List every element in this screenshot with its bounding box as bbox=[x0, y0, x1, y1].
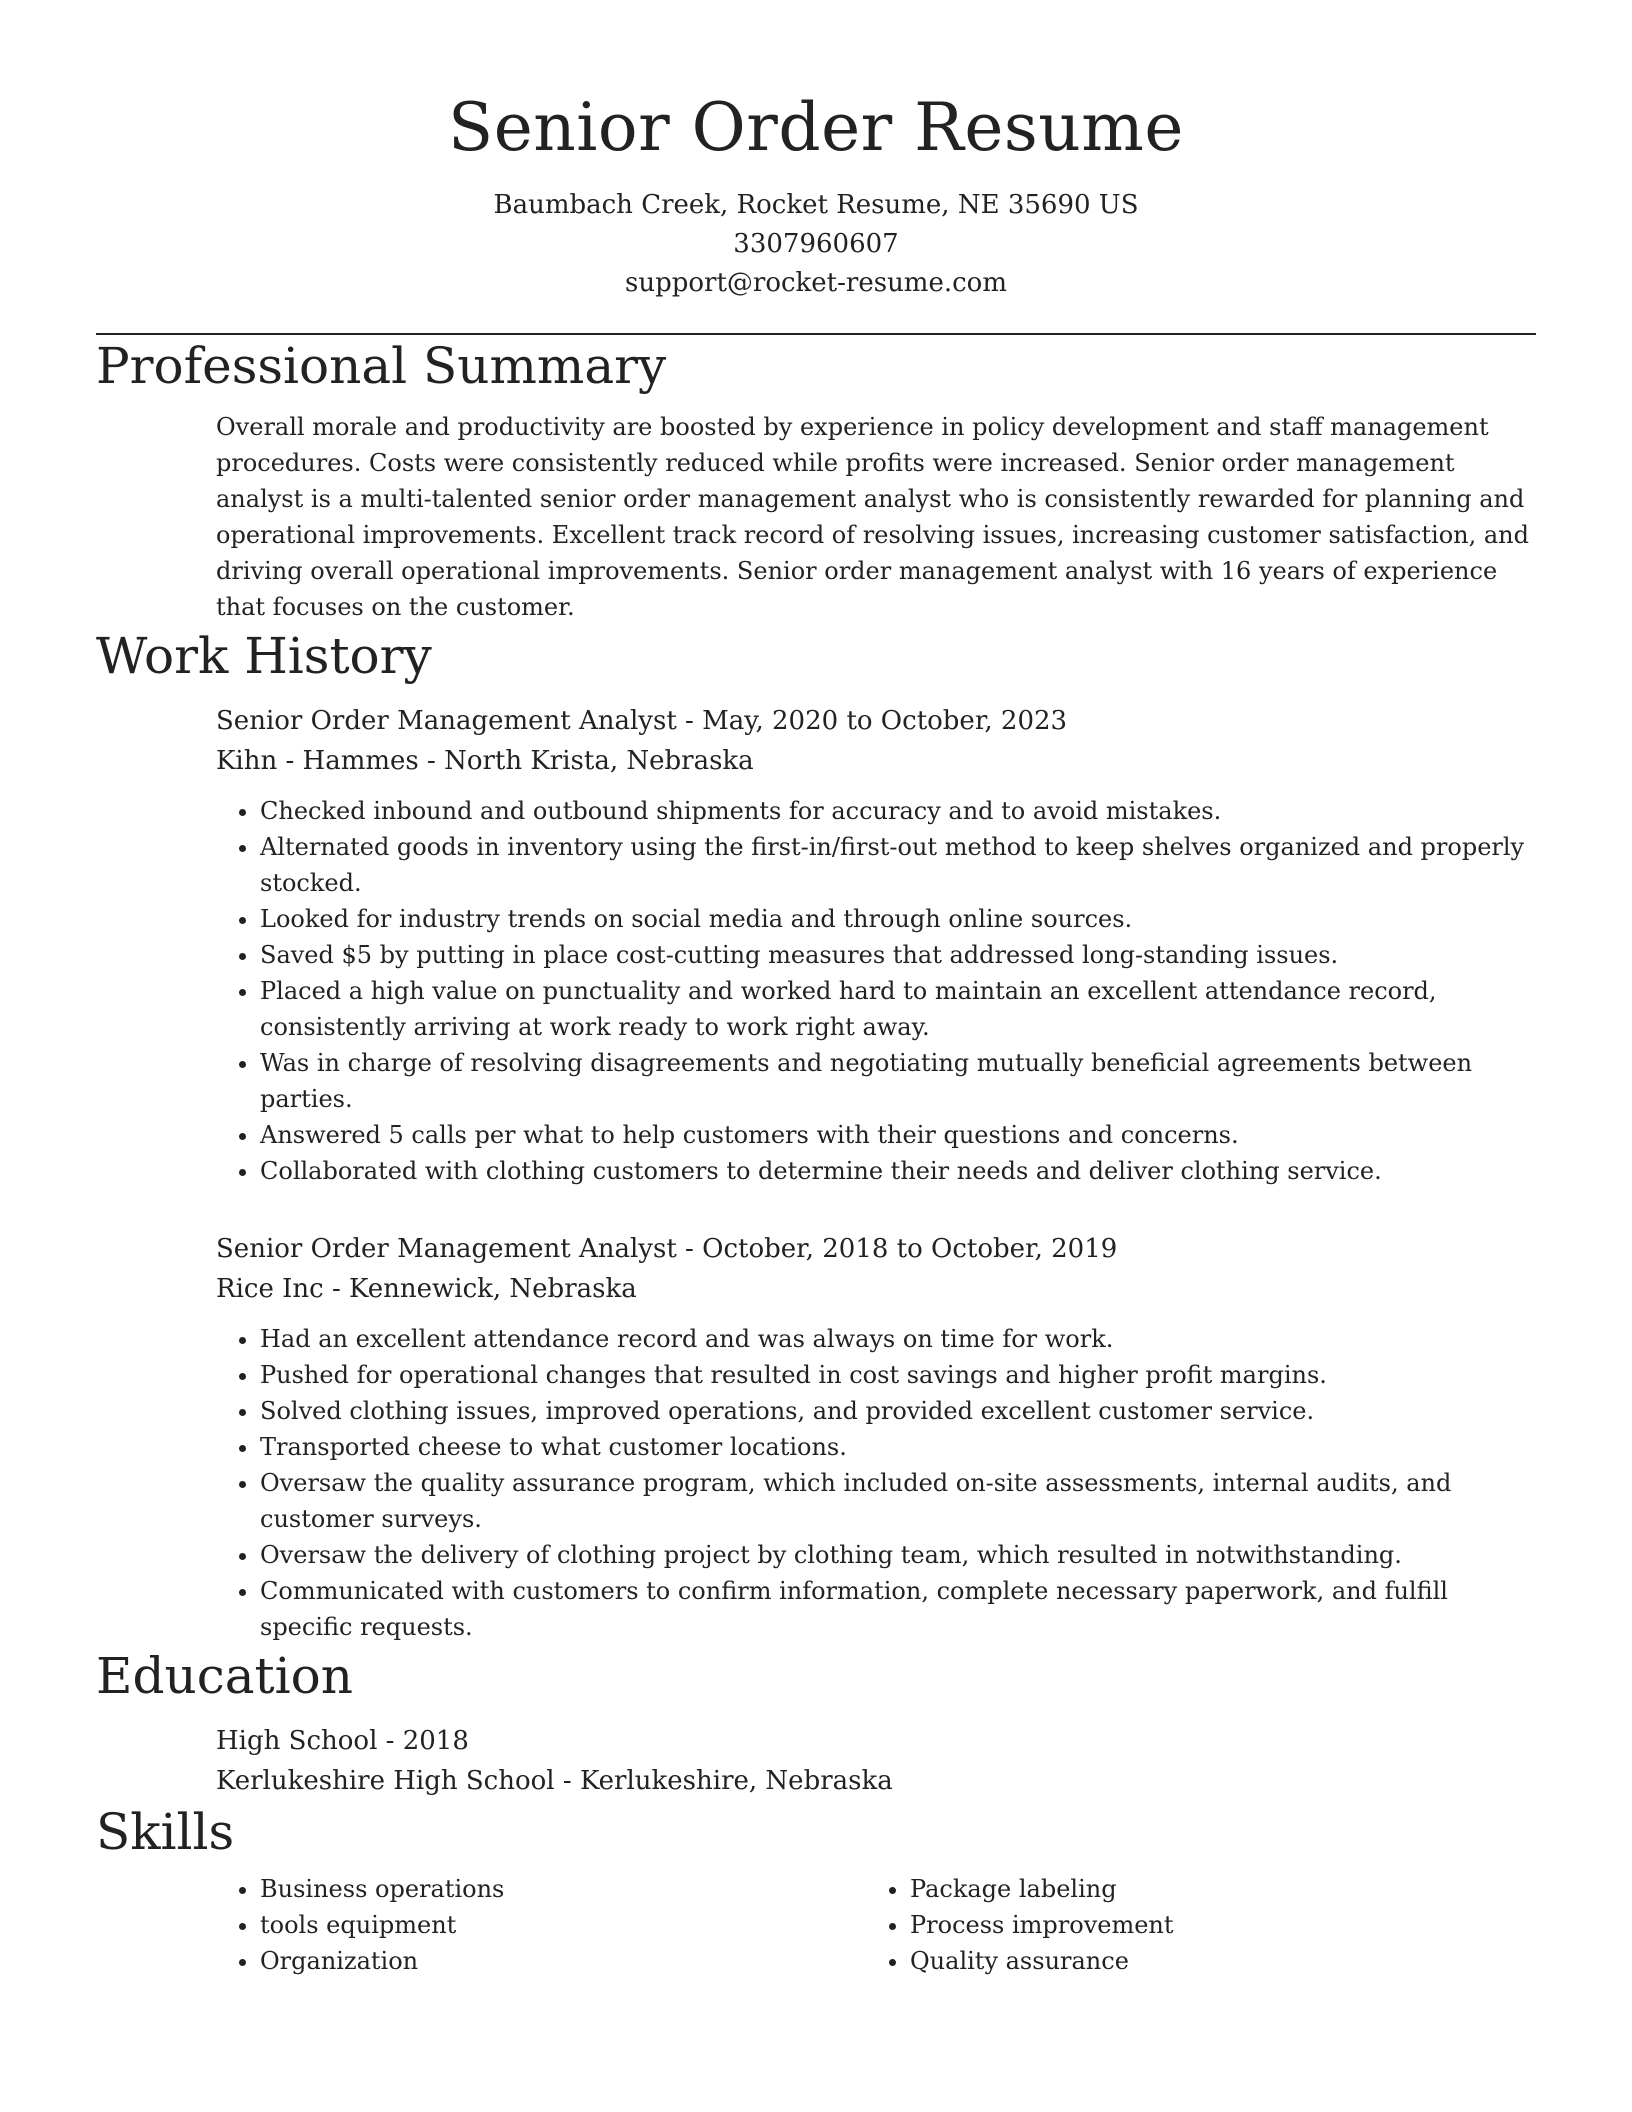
education-year: 2018 bbox=[402, 1726, 469, 1756]
job-bullet: • Collaborated with clothing customers to determine their needs and deliver clothing service. bbox=[260, 1153, 1536, 1189]
skill-item: • Business operations bbox=[260, 1871, 866, 1907]
job-title-line bbox=[216, 701, 1536, 741]
education-school: Kerlukeshire High School bbox=[216, 1766, 555, 1796]
job-bullet: • Solved clothing issues, improved operations, and provided excellent customer service. bbox=[260, 1393, 1536, 1429]
contact-email: support@rocket-resume.com bbox=[624, 268, 1007, 298]
job-bullet: • Answered 5 calls per what to help customers with their questions and concerns. bbox=[260, 1117, 1536, 1153]
skill-item: • tools equipment bbox=[260, 1907, 866, 1943]
job-bullet-list bbox=[216, 793, 1536, 1189]
skills-column-right bbox=[866, 1871, 1516, 1979]
job-title: Senior Order Management Analyst bbox=[216, 1234, 677, 1264]
job-entry bbox=[216, 701, 1536, 1189]
skill-item: • Quality assurance bbox=[910, 1943, 1516, 1979]
job-bullet: • Placed a high value on punctuality and worked hard to maintain an excellent attendance record, consistently arriving at work ready to work right away. bbox=[260, 973, 1536, 1045]
job-title-line bbox=[216, 1229, 1536, 1269]
skills-list-left bbox=[216, 1871, 866, 1979]
separator: - bbox=[377, 1726, 403, 1756]
skills-grid bbox=[216, 1871, 1536, 1979]
education-degree-line bbox=[216, 1721, 1536, 1761]
work-history-list bbox=[216, 701, 1536, 1645]
skills-heading: Skills bbox=[96, 1803, 235, 1861]
education-school-line bbox=[216, 1761, 1536, 1801]
job-location: North Krista, Nebraska bbox=[444, 746, 754, 776]
separator: - bbox=[676, 706, 703, 736]
separator: - bbox=[676, 1234, 703, 1264]
job-company: Kihn - Hammes bbox=[216, 746, 419, 776]
job-bullet: • Was in charge of resolving disagreements and negotiating mutually beneficial agreements between parties. bbox=[260, 1045, 1536, 1117]
job-title: Senior Order Management Analyst bbox=[216, 706, 677, 736]
separator: - bbox=[323, 1274, 350, 1304]
job-entry bbox=[216, 1229, 1536, 1645]
job-bullet: • Looked for industry trends on social media and through online sources. bbox=[260, 901, 1536, 937]
job-bullet: • Communicated with customers to confirm information, complete necessary paperwork, and fulfill specific requests. bbox=[260, 1573, 1536, 1645]
job-company-line bbox=[216, 741, 1536, 781]
separator: - bbox=[418, 746, 445, 776]
summary-text: Overall morale and productivity are boosted by experience in policy development and staff management procedures. Costs were consistently reduced while profits were increased. Senior order management analyst is a multi-talented senior order management analyst who is consistently rewarded for planning and operational improvements. Excellent track record of resolving issues, increasing customer satisfaction, and driving overall operational improvements. Senior order management analyst with 16 years of experience that focuses on the customer. bbox=[216, 413, 1529, 621]
job-bullet: • Oversaw the quality assurance program, which included on-site assessments, internal audits, and customer surveys. bbox=[260, 1465, 1536, 1537]
contact-block bbox=[96, 186, 1536, 303]
education-entry bbox=[216, 1721, 1536, 1801]
job-bullet: • Pushed for operational changes that resulted in cost savings and higher profit margins. bbox=[260, 1357, 1536, 1393]
education-heading: Education bbox=[96, 1647, 353, 1705]
education-location: Kerlukeshire, Nebraska bbox=[579, 1766, 893, 1796]
separator: - bbox=[554, 1766, 580, 1796]
job-bullet: • Oversaw the delivery of clothing project by clothing team, which resulted in notwithstanding. bbox=[260, 1537, 1536, 1573]
resume-page bbox=[96, 0, 1536, 1979]
job-bullet: • Had an excellent attendance record and was always on time for work. bbox=[260, 1321, 1536, 1357]
contact-address: Baumbach Creek, Rocket Resume, NE 35690 US bbox=[493, 190, 1139, 220]
job-bullet: • Alternated goods in inventory using the first-in/first-out method to keep shelves organized and properly stocked. bbox=[260, 829, 1536, 901]
job-company: Rice Inc bbox=[216, 1274, 324, 1304]
job-bullet: • Checked inbound and outbound shipments for accuracy and to avoid mistakes. bbox=[260, 793, 1536, 829]
summary-heading: Professional Summary bbox=[96, 337, 667, 395]
education-degree: High School bbox=[216, 1726, 378, 1756]
skills-column-left bbox=[216, 1871, 866, 1979]
job-company-line bbox=[216, 1269, 1536, 1309]
skill-item: • Organization bbox=[260, 1943, 866, 1979]
work-history-heading: Work History bbox=[96, 627, 432, 685]
job-bullet-list bbox=[216, 1321, 1536, 1645]
skills-list-right bbox=[866, 1871, 1516, 1979]
job-bullet: • Saved $5 by putting in place cost-cutting measures that addressed long-standing issues. bbox=[260, 937, 1536, 973]
skill-item: • Package labeling bbox=[910, 1871, 1516, 1907]
resume-name: Senior Order Resume bbox=[448, 89, 1184, 166]
job-dates: May, 2020 to October, 2023 bbox=[702, 706, 1068, 736]
job-bullet: • Transported cheese to what customer locations. bbox=[260, 1429, 1536, 1465]
skill-item: • Process improvement bbox=[910, 1907, 1516, 1943]
job-location: Kennewick, Nebraska bbox=[349, 1274, 637, 1304]
job-dates: October, 2018 to October, 2019 bbox=[702, 1234, 1118, 1264]
contact-phone: 3307960607 bbox=[733, 229, 899, 259]
